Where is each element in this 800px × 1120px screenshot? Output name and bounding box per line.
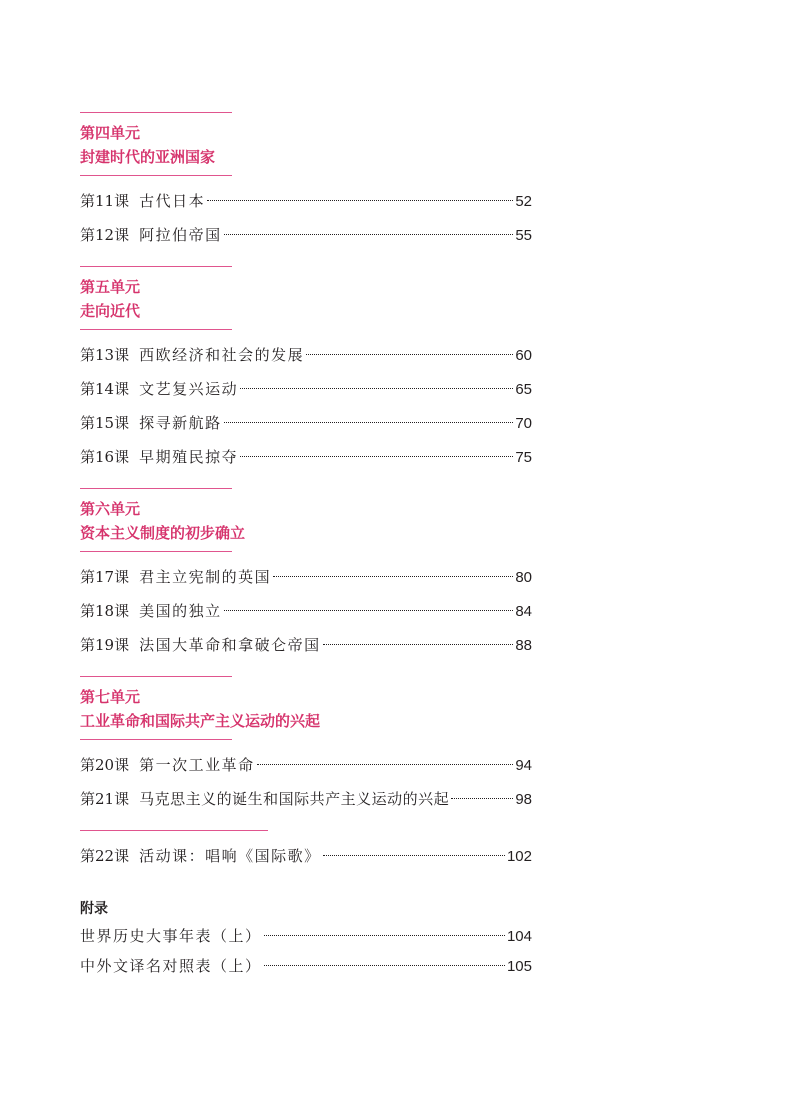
activity-top-rule [80,830,268,831]
lesson-number: 第20课 [80,756,130,774]
toc-entry-lesson-20[interactable] [80,748,532,782]
unit-label: 第五单元 [80,278,141,296]
lesson-number: 第11课 [80,192,130,210]
appendix-section [80,897,532,981]
appendix-heading: 附录 [80,901,108,917]
lesson-number: 第14课 [80,380,130,398]
unit-heading [80,113,532,175]
dot-leader [264,965,505,966]
lesson-number: 第15课 [80,414,130,432]
lesson-number: 第12课 [80,226,130,244]
lesson-title: 早期殖民掠夺 [139,448,239,466]
page-number: 75 [515,449,532,466]
appendix-title: 世界历史大事年表（上） [80,927,262,945]
unit-title: 封建时代的亚洲国家 [80,148,216,166]
toc-entry-lesson-22[interactable] [80,839,532,873]
lesson-title: 第一次工业革命 [139,756,255,774]
unit-7 [80,676,532,816]
table-of-contents [80,112,532,981]
page-number: 70 [515,415,532,432]
lesson-number: 第19课 [80,636,130,654]
unit-heading [80,267,532,329]
dot-leader [224,422,514,423]
toc-entry-appendix-timeline[interactable] [80,921,532,951]
appendix-title: 中外文译名对照表（上） [80,957,262,975]
lesson-number: 第18课 [80,602,130,620]
page-number: 52 [515,193,532,210]
dot-leader [240,456,513,457]
dot-leader [451,798,513,799]
lesson-title: 文艺复兴运动 [139,380,239,398]
lesson-title: 阿拉伯帝国 [139,226,222,244]
toc-entry-appendix-glossary[interactable] [80,951,532,981]
toc-entry-lesson-11[interactable] [80,184,532,218]
toc-entry-lesson-13[interactable] [80,338,532,372]
dot-leader [240,388,513,389]
lesson-title: 法国大革命和拿破仑帝国 [139,636,321,654]
lesson-list [80,740,532,816]
lesson-list [80,176,532,252]
page-number: 84 [515,603,532,620]
page-number: 80 [515,569,532,586]
toc-entry-lesson-19[interactable] [80,628,532,662]
lesson-number: 第13课 [80,346,130,364]
lesson-title: 探寻新航路 [139,414,222,432]
page-number: 60 [515,347,532,364]
dot-leader [224,610,514,611]
dot-leader [306,354,513,355]
unit-heading [80,489,532,551]
page-number: 102 [506,848,532,865]
page-number: 55 [515,227,532,244]
unit-5 [80,266,532,474]
lesson-title: 古代日本 [139,192,206,210]
page-number: 88 [515,637,532,654]
lesson-number: 第22课 [80,847,130,865]
lesson-list [80,552,532,662]
unit-title: 资本主义制度的初步确立 [80,524,246,542]
lesson-number: 第16课 [80,448,130,466]
lesson-title: 美国的独立 [139,602,222,620]
lesson-title: 马克思主义的诞生和国际共产主义运动的兴起 [139,790,450,808]
lesson-title: 西欧经济和社会的发展 [139,346,305,364]
dot-leader [224,234,514,235]
lesson-number: 第17课 [80,568,130,586]
unit-title: 工业革命和国际共产主义运动的兴起 [80,712,321,730]
unit-label: 第四单元 [80,124,141,142]
lesson-title: 君主立宪制的英国 [139,568,272,586]
toc-entry-lesson-12[interactable] [80,218,532,252]
unit-label: 第六单元 [80,500,141,518]
unit-label: 第七单元 [80,688,141,706]
lesson-title: 活动课：唱响《国际歌》 [139,847,321,865]
unit-title: 走向近代 [80,302,141,320]
page-number: 104 [506,928,532,945]
dot-leader [323,644,514,645]
toc-entry-lesson-14[interactable] [80,372,532,406]
toc-entry-lesson-18[interactable] [80,594,532,628]
toc-entry-lesson-16[interactable] [80,440,532,474]
unit-heading [80,677,532,739]
toc-entry-lesson-15[interactable] [80,406,532,440]
unit-4 [80,112,532,252]
unit-6 [80,488,532,662]
page-number: 65 [515,381,532,398]
dot-leader [323,855,505,856]
page-number: 105 [506,958,532,975]
dot-leader [264,935,505,936]
dot-leader [273,576,513,577]
lesson-list [80,330,532,474]
lesson-number: 第21课 [80,790,130,808]
toc-entry-lesson-17[interactable] [80,560,532,594]
page-number: 98 [515,791,532,808]
dot-leader [257,764,514,765]
toc-entry-lesson-21[interactable] [80,782,532,816]
dot-leader [207,200,513,201]
page-number: 94 [515,757,532,774]
